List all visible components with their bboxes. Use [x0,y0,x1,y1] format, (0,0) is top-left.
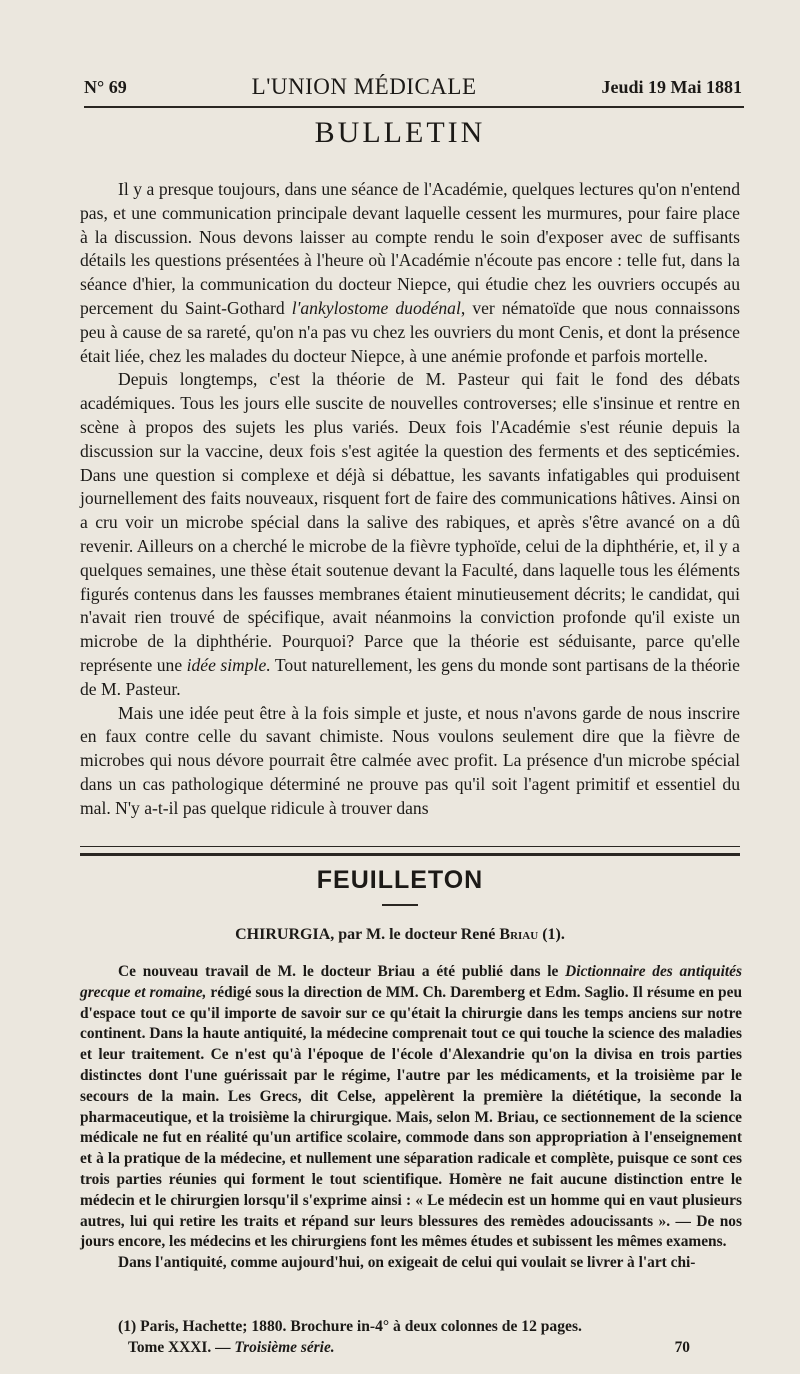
bulletin-p3-text: Mais une idée peut être à la fois simple et juste, et nous n'avons garde de nous inscrire en faux contre celle du savant chimiste. Nous voulons seulement dire que la fièvre de microbes qui nous dévore pourrait être calmée avec profit. La présence d'un microbe spécial dans un cas pathologique déterminé ne prouve pas qu'il soit l'agent primitif et essentiel du mal. N'y a-t-il pas quelque ridicule à trouver dans [80,702,740,818]
volume-info [128,1339,335,1357]
bulletin-p1-text-b: , ver nématoïde que nous connaissons peu à cause de sa rareté, qu'on n'a pas vu chez les ouvriers du mont Cenis, et dont la présence était liée, chez les malades du docteur Niepce, à une anémie profonde et parfois mortelle. [80,297,740,366]
bulletin-paragraph [80,178,740,368]
subtitle-author: Briau [499,926,539,943]
subtitle-by: , par M. le docteur René [330,926,500,943]
bulletin-body [80,178,740,821]
title-dash [382,904,418,906]
series-label: Troisième série. [234,1339,335,1356]
bulletin-title: BULLETIN [314,116,486,149]
header-rule [84,106,744,108]
bulletin-p2-text-b: Tout naturellement, les gens du monde sont partisans de la théorie de M. Pasteur. [80,654,740,699]
bulletin-p1-text-a: Il y a presque toujours, dans une séance de l'Académie, quelques lectures qu'on n'entend pas, et une communication principale devant laquelle cessent les murmures, pour faire place à la discussion. Nous devons laisser au compte rendu le soin d'exposer avec de suffisants détails les questions présentées à l'heure où l'Académie n'écoute pas encore : telle fut, dans la séance d'hier, la communication du docteur Niepce, qui étudie chez les ouvriers occupés au percement du Saint-Gothard [80,179,740,318]
page-footer [128,1339,690,1357]
issue-number: N° 69 [84,76,127,97]
bulletin-paragraph [80,368,740,701]
feuilleton-body [80,962,742,1274]
section-divider [80,846,740,856]
subtitle-work: CHIRURGIA [235,926,331,943]
feuilleton-p1-italic: Dictionnaire des antiquités grecque et romaine, [80,963,742,1001]
feuilleton-p1-text-a: Ce nouveau travail de M. le docteur Briau a été publié dans le [118,963,566,980]
feuilleton-subtitle [0,926,800,944]
bulletin-paragraph [80,702,740,821]
volume-label: Tome XXXI. — [128,1339,235,1356]
page-header [84,70,742,104]
journal-title: L'UNION MÉDICALE [251,74,477,99]
feuilleton-p2-text: Dans l'antiquité, comme aujourd'hui, on exigeait de celui qui voulait se livrer à l'art chi- [118,1254,696,1272]
feuilleton-paragraph [80,962,742,1253]
feuilleton-title: FEUILLETON [316,866,484,894]
page-number: 70 [674,1339,690,1356]
issue-date: Jeudi 19 Mai 1881 [601,76,742,97]
bulletin-p1-italic: l'ankylostome duodénal [291,297,461,318]
bulletin-p2-text-a: Depuis longtemps, c'est la théorie de M. Pasteur qui fait le fond des débats académiques. Tous les jours elle suscite de nouvelles controverses; elle s'insinue et rentre en scène à propos des sujets les plus variés. Deux fois l'Académie s'est réunie depuis la discussion sur la vaccine, deux fois s'est agitée la question des ferments et des septicémies. Dans une question si complexe et déjà si débattue, les savants infatigables qui produisent journellement des faits nouveaux, risquent fort de faire des communications hâtives. Ainsi on a cru voir un microbe spécial dans la salive des rabiques, et après s'être avancé on a dû revenir. Ailleurs on a cherché le microbe de la fièvre typhoïde, celui de la diphthérie, et, il y a quelques semaines, une thèse était soutenue devant la Faculté, dans laquelle tous les éléments figurés contenus dans les fausses membranes étaient minutieusement décrits; le candidat, qui n'avait rien trouvé de spécifique, avait néanmoins la conviction profonde qu'il existe un microbe de la diphthérie. Pourquoi? Parce que la théorie est séduisante, parce qu'elle représente une [80,369,740,675]
subtitle-note: (1). [538,926,565,943]
feuilleton-p1-text-b: rédigé sous la direction de MM. Ch. Daremberg et Edm. Saglio. Il résume en peu d'espace tout ce qu'il importe de savoir sur ce qu'était la chirurgie dans les temps anciens sur notre continent. Dans la haute antiquité, la médecine comprenait tout ce qui touche la science des maladies et leur traitement. Ce n'est qu'à l'époque de l'école d'Alexandrie qu'on la divisa en trois parties distinctes dont l'une guérissait par le régime, l'autre par les médicaments, et la troisième par le secours de la main. Les Grecs, dit Celse, appelèrent la première la diététique, la seconde la pharmaceutique, et la troisième la chirurgique. Mais, selon M. Briau, ce sectionnement de la science médicale ne fut en réalité qu'un artifice scolaire, commode dans son appropriation à l'enseignement et à la pratique de la médecine, et nullement une séparation radicale et complète, puisque ce sont ces trois parties réunies qui forment le tout scientifique. Homère ne fait aucune distinction entre le médecin et le chirurgien lorsqu'il s'exprime ainsi : « Le médecin est un homme qui en vaut plusieurs autres, lui qui retire les traits et répand sur leurs blessures des remèdes adoucissants ». — De nos jours encore, les médecins et les chirurgiens font les mêmes études et subissent les mêmes examens. [80,983,742,1251]
bulletin-p2-italic: idée simple. [186,654,271,675]
feuilleton-paragraph [80,1253,742,1274]
footnote: (1) Paris, Hachette; 1880. Brochure in-4° à deux colonnes de 12 pages. [118,1318,582,1335]
